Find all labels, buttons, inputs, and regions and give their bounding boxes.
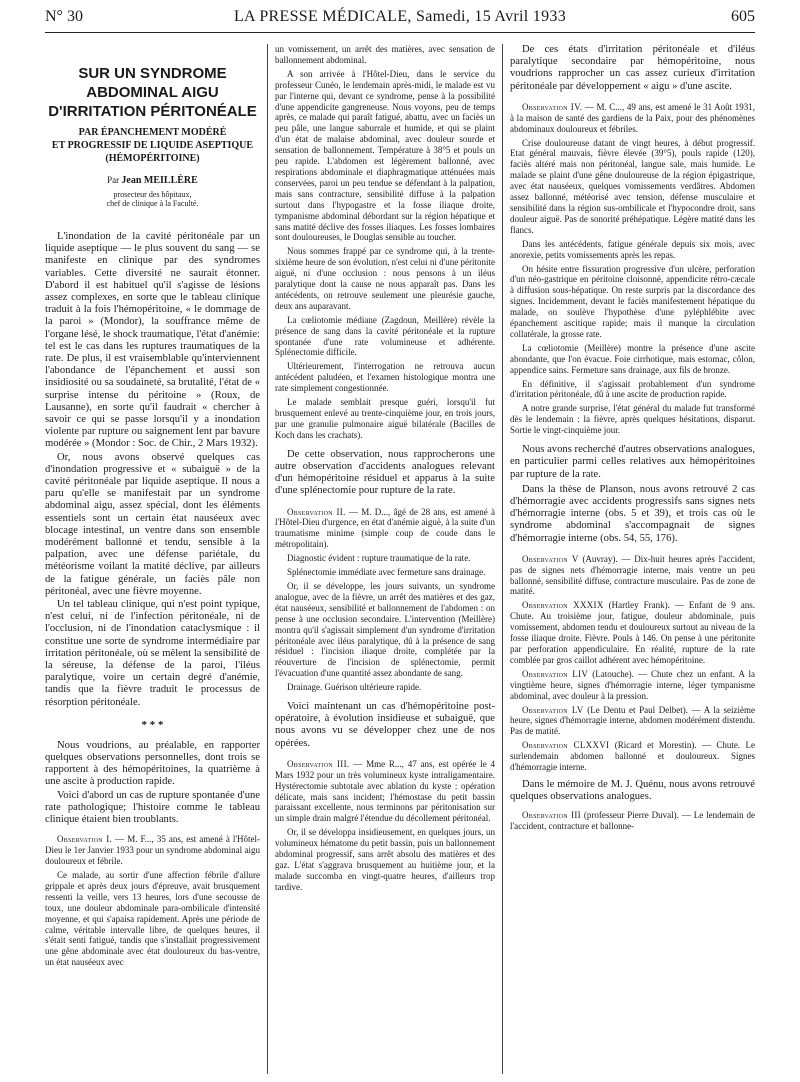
observation-label: Observation I. (57, 834, 113, 845)
affiliation-line-2: chef de clinique à la Faculté. (106, 199, 199, 209)
paragraph: Or, nous avons observé quelques cas d'inondation progressive et « subaiguë » de la cavité péritonéale par liquide aseptique. Il nous a paru qu'elle se manifestait par un syndrome abdominal aigu, assez spécial, dont les éléments essentiels sont un certain état nauséeux avec blocage intestinal, un ventre dans son ensemble modérément ballonné et tendu, sensible à la palpation, avec une défense pariétale, du météorisme voilant la matité déclive, par ailleurs de la fatigue générale, un faciès pâle non péritonéal, avec une fièvre moyenne. (45, 451, 260, 597)
observation-paragraph (510, 810, 755, 832)
title-line-2: ABDOMINAL AIGU (86, 84, 219, 101)
observation-label: Observation XXXIX (522, 600, 604, 611)
author-line (45, 175, 260, 187)
observation-text: (Le Dentu et Paul Delbet). — A la seizième heure, signes d'hémorragie interne, abdomen modérément distendu. Pas de matité. (510, 704, 755, 737)
paragraph: Le malade semblait presque guéri, lorsqu'il fut brusquement enlevé au trente-cinquième jour, en trois jours, par une granulie pulmonaire aiguë bilatérale (Bacilles de Koch dans les crachats). (275, 397, 495, 440)
article-subtitle (45, 126, 260, 165)
paragraph: Un tel tableau clinique, qui n'est point typique, n'est celui, ni de l'infection péritonéale, ni de l'occlusion, ni de l'inondation cataclysmique : il constitue une sorte de syndrome intermédiaire par irritation péritonéale, où se mêlent la sensibilité de la séreuse, la défense de la paroi, l'iléus paralytique, voire un certain degré d'anémie, tandis que la fièvre traduit le processus de résorption péritonéale. (45, 599, 260, 708)
paragraph: A notre grande surprise, l'état général du malade fut transformé dès le lendemain : la fièvre, après quelques hésitations, disparut. Sortie le vingt-cinquième jour. (510, 403, 755, 436)
author-prefix: Par (107, 175, 120, 185)
paragraph: L'inondation de la cavité péritonéale par un liquide aseptique — le plus souvent du sang — se manifeste en clinique par des syndromes variables. Cette diversité ne saurait étonner. D'abord il est habituel qu'il s'agisse de lésions assez complexes, en sorte que le tableau clinique traduit à la fois l'hémopéritoine, « le dommage de la paroi » (Mondor), la souffrance même de l'organe lésé, le shock traumatique, l'état d'anémie: tel est le cas dans les ruptures traumatiques de la rate. De plus, il est vraisemblable qu'interviennent l'abondance de l'épanchement et aussi son insidiosité ou sa soudaineté, sa brutalité, l'état de « surprise intense du péritoine » (Roux, de Lausanne), en sorte qu'il faudrait « chercher à savoir ce qui se passe lorsqu'il y a inondation violente par rupture ou saignement lent par bavure modérée » (Mondor : Soc. de Chir., 2 Mars 1932). (45, 230, 260, 450)
observation-paragraph (45, 834, 260, 867)
paragraph: Ce malade, au sortir d'une affection fébrile d'allure grippale et après deux jours d'épreuve, avait brusquement ressenti la veille, vers 13 heures, lors d'une secousse de toux, une douleur abdominale para-ombilicale d'intensité moyenne, et qui s'apaisa rapidement. Après une période de calme, véritable intervalle libre, de quelques heures, il s'était senti fatigué, tandis que s'installait progressivement une gêne abdominale avec état douloureux du bas-ventre, un état nauséeux avec (45, 869, 260, 968)
observation-text: — M. C..., 49 ans, est amené le 31 Août 1931, à la maison de santé des gardiens de la Paix, pour des phénomènes abdominaux douloureux et fébriles. (510, 101, 755, 134)
paragraph: Dans la thèse de Planson, nous avons retrouvé 2 cas d'hémorragie avec accidents progressifs sans signes nets d'hémorragie interne (obs. 5 et 39), et trois cas où le syndrome abdominal s'accompagnait de signes d'hémorragie interne (obs. 54, 55, 176). (510, 483, 755, 544)
observation-paragraph (510, 102, 755, 135)
column-1 (45, 44, 260, 1076)
observation-paragraph (275, 507, 495, 551)
paragraph: Crise douloureuse datant de vingt heures, à début progressif. Etat général mauvais, fièvre élevée (39°5), pouls rapide (120), faciès altéré mais non péritonéal, langue sale, mais humide. Le malade se plaint d'une gêne douloureuse de la région épigastrique, avec état nauséeux, quelques vomissements verdâtres. Abdomen assez ballonné, météorisé avec tension, défense musculaire et sensibilité dans la région sus-ombilicale et l'hypocondre droit, sans douleur aiguë. Pas de sonorité préhépatique. Légère matité dans les flancs. (510, 137, 755, 235)
subtitle-line-1: PAR ÉPANCHEMENT MODÉRÉ (78, 127, 227, 138)
paragraph: Nous sommes frappé par ce syndrome qui, à la trente-sixième heure de son évolution, n'est celui ni d'une péritonite aiguë, ni d'une occlusion : nous pensons à un iléus paralytique dont la cause ne nous apparaît pas. Dans les antécédents, on retrouve seulement une pleurésie gauche, deux ans auparavant. (275, 246, 495, 311)
observation-text: — M. F..., 35 ans, est amené à l'Hôtel-Dieu le 1er Janvier 1933 pour un syndrome abdominal aigu douloureux et fébrile. (45, 834, 260, 867)
paragraph: Dans les antécédents, fatigue générale depuis six mois, avec anorexie, petits vomissements après les repas. (510, 238, 755, 260)
observation-text: (Latouche). — Chute chez un enfant. A la vingtième heure, signes d'hémorragie interne, léger tympanisme abdominal, avec douleur à la pression. (510, 668, 755, 701)
paragraph: Dans le mémoire de M. J. Quénu, nous avons retrouvé quelques observations analogues. (510, 778, 755, 803)
observation-paragraph (510, 600, 755, 665)
page-number-right: 605 (731, 8, 755, 25)
observation-text: (professeur Pierre Duval). — Le lendemain de l'accident, contracture et ballonne- (510, 810, 755, 832)
paragraph: La cœliotomie (Meillère) montre la présence d'une ascite abondante, que l'on évacue. Foie cirrhotique, mais estomac, côlon, appendice sains. Fermeture sans drainage, aux fils de bronze. (510, 342, 755, 375)
column-divider-1 (267, 44, 268, 1074)
paragraph: un vomissement, un arrêt des matières, avec sensation de ballonnement abdominal. (275, 44, 495, 65)
observation-paragraph (510, 554, 755, 598)
column-divider-2 (502, 44, 503, 1074)
paragraph: Drainage. Guérison ultérieure rapide. (287, 682, 422, 693)
article-title (45, 64, 260, 121)
observation-paragraph (510, 705, 755, 738)
subtitle-line-2: ET PROGRESSIF DE LIQUIDE ASEPTIQUE (51, 140, 254, 151)
observation-label: Observation II. (287, 506, 346, 517)
observation-paragraph (510, 669, 755, 702)
observation-label: Observation LIV (522, 668, 589, 679)
paragraph: De cette observation, nous rapprocherons une autre observation d'accidents analogues relevant d'un hémopéritoine résiduel et apparus à la suite d'une splénectomie pour rupture de la rate. (275, 448, 495, 497)
paragraph: A son arrivée à l'Hôtel-Dieu, dans le service du professeur Cunéo, le lendemain après-midi, le malade est vu par l'interne qui, devant ce syndrome, pense à la possibilité d'une appendicite gangreneuse. Nous voyons, peu de temps après, ce malade qui paraît fatigué, abattu, avec un faciès un peu pâle, une langue saburrale et humide, et qui se plaint d'un état de malaise abdominal, avec douleur sourde et sensation de ballonnement. Température à 38°5 et pouls un peu rapide. L'abdomen est légèrement ballonné, avec respirations abdominale et diaphragmatique atténuées mais conservées, paroi un peu tendue se défendant à la palpation, mais sans contracture, sensibilité diffuse à la palpation surtout dans l'hypogastre et la fosse iliaque droite, tympanisme abdominal débordant sur la région hépatique et sans matité déclive des fosses iliaques. Les fosses lombaires sont douloureuses, le Douglas sensible au toucher. (275, 68, 495, 243)
page-number-left: N° 30 (45, 8, 83, 25)
paragraph: Diagnostic évident : rupture traumatique de la rate. (287, 553, 471, 564)
title-line-3: D'IRRITATION PÉRITONÉALE (48, 103, 257, 120)
column-3 (510, 44, 755, 1076)
observation-text: (Ricard et Morestin). — Chute. Le surlendemain abdomen ballonné et douloureux. Signes d'hémorragie interne. (510, 740, 755, 773)
author-name: Jean MEILLÈRE (121, 175, 198, 186)
paragraph: Or, il se développe, les jours suivants, un syndrome analogue, avec de la fièvre, un arrêt des matières et des gaz, état nauséeux, sensibilité et ballonnement de l'abdomen : on pense à une occlusion secondaire. L'intervention (Meillère) montra qu'il s'agissait simplement d'un syndrome d'irritation péritonéale avec iléus paralytique, dû à la présence de sang résiduel : l'incision iliaque droite, complétée par la réouverture de l'incision de splénectomie, permit l'évacuation d'une quantité assez abondante de sang. (275, 580, 495, 679)
paragraph: De ces états d'irritation péritonéale et d'iléus paralytique secondaire par hémopéritoine, nous voudrions rapprocher un cas assez curieux d'irritation péritonéale par développement « aigu » d'une ascite. (510, 44, 755, 92)
subtitle-line-3: (HÉMOPÉRITOINE) (105, 153, 200, 164)
running-head: LA PRESSE MÉDICALE, Samedi, 15 Avril 1933 (233, 8, 566, 25)
paragraph: La cœliotomie médiane (Zagdoun, Meillère) révèle la présence de sang dans la cavité péritonéale et la rupture spontanée d'une rate volumineuse et adhérente. Splénectomie difficile. (275, 314, 495, 358)
paragraph: Or, il se développa insidieusement, en quelques jours, un volumineux hématome du petit bassin, puis un ballonnement abdominal progressif, sans arrêt absolu des matières et des gaz. L'état s'aggrava brusquement au huitième jour, et la malade succomba en vingt-quatre heures, d'ailleurs trop tardive. (275, 827, 495, 892)
title-line-1: SUR UN SYNDROME (78, 65, 227, 82)
affiliation-line-1: prosecteur des hôpitaux, (113, 189, 192, 199)
observation-label: Observation IV. (522, 101, 583, 112)
observation-text: (Auvray). — Dix-huit heures après l'accident, pas de signes nets d'hémorragie interne, mais ventre un peu ballonné, sensibilité diffuse, contracture musculaire. Pas de zone de matité. (510, 553, 755, 597)
paragraph: Nous voudrions, au préalable, en rapporter quelques observations personnelles, dont trois se rapportent à des hémopéritoines, la quatrième à une ascite à production rapide. (45, 739, 260, 788)
observation-text: — M. D..., âgé de 28 ans, est amené à l'Hôtel-Dieu d'urgence, en état d'anémie aiguë, à la suite d'un traumatisme minime (simple coup de coude dans le métropolitain). (275, 506, 495, 550)
paragraph: Voici maintenant un cas d'hémopéritoine post-opératoire, à évolution insidieuse et subaiguë, que nous avons vu se développer chez une de nos opérées. (275, 701, 495, 749)
paragraph: En définitive, il s'agissait probablement d'un syndrome d'irritation péritonéale, dû à une ascite de production rapide. (510, 378, 755, 400)
observation-label: Observation CLXXVI (522, 740, 610, 751)
page-header (45, 8, 755, 30)
paragraph: On hésite entre fissuration progressive d'un ulcère, perforation d'un néo-gastrique en péritoine cloisonné, appendicite rétro-cæcale à diffusion sous-hépatique. On reste surpris par la discordance des signes. Incidemment, devant le faciès manifestement hépatique du malade, on soulève l'hypothèse d'une pyléphlébite avec épanchement ascitique rapide; mais il manque la circulation collatérale, la grosse rate. (510, 263, 755, 339)
column-2 (275, 44, 495, 1076)
section-separator: * * * (141, 718, 164, 731)
paragraph: Splénectomie immédiate avec fermeture sans drainage. (287, 567, 486, 578)
paragraph: Nous avons recherché d'autres observations analogues, en particulier parmi celles relatives aux hémopéritoines par rupture de la rate. (510, 444, 755, 480)
author-affiliation (45, 190, 260, 209)
observation-paragraph (510, 740, 755, 773)
header-rule (45, 32, 755, 33)
paragraph: Ultérieurement, l'interrogation ne retrouva aucun antécédent paludéen, et l'examen histologique montra une rate simplement congestionnée. (275, 361, 495, 394)
observation-label: Observation III. (287, 758, 350, 769)
observation-text: (Hartley Frank). — Enfant de 9 ans. Chute. Au troisième jour, fatigue, douleur abdominale, puis vomissement, abdomen tendu et douloureux surtout au niveau de la fosse iliaque droite. Fièvre. Pouls à 146. On pense à une péritonite par perforation appendiculaire. En réalité, rupture de la rate comblée par gros caillot adhérent avec hémopéritoine. (510, 600, 755, 665)
observation-paragraph (275, 759, 495, 824)
observation-label: Observation III (522, 810, 581, 821)
observation-label: Observation LV (522, 704, 584, 715)
observation-text: — Mme R..., 47 ans, est opérée le 4 Mars 1932 pour un très volumineux kyste intraligamentaire. Hystérectomie subtotale avec ablation du kyste : opération délicate, mais sans incident; l'hémostase du petit bassin paraissant excellente, nous terminons par péritonisation sur un simple drain malgré l'étendue du décollement péritonéal. (275, 758, 495, 824)
paragraph: Voici d'abord un cas de rupture spontanée d'une rate pathologique; l'histoire comme le tableau clinique étaient bien troublants. (45, 789, 260, 826)
observation-label: Observation V (522, 553, 579, 564)
